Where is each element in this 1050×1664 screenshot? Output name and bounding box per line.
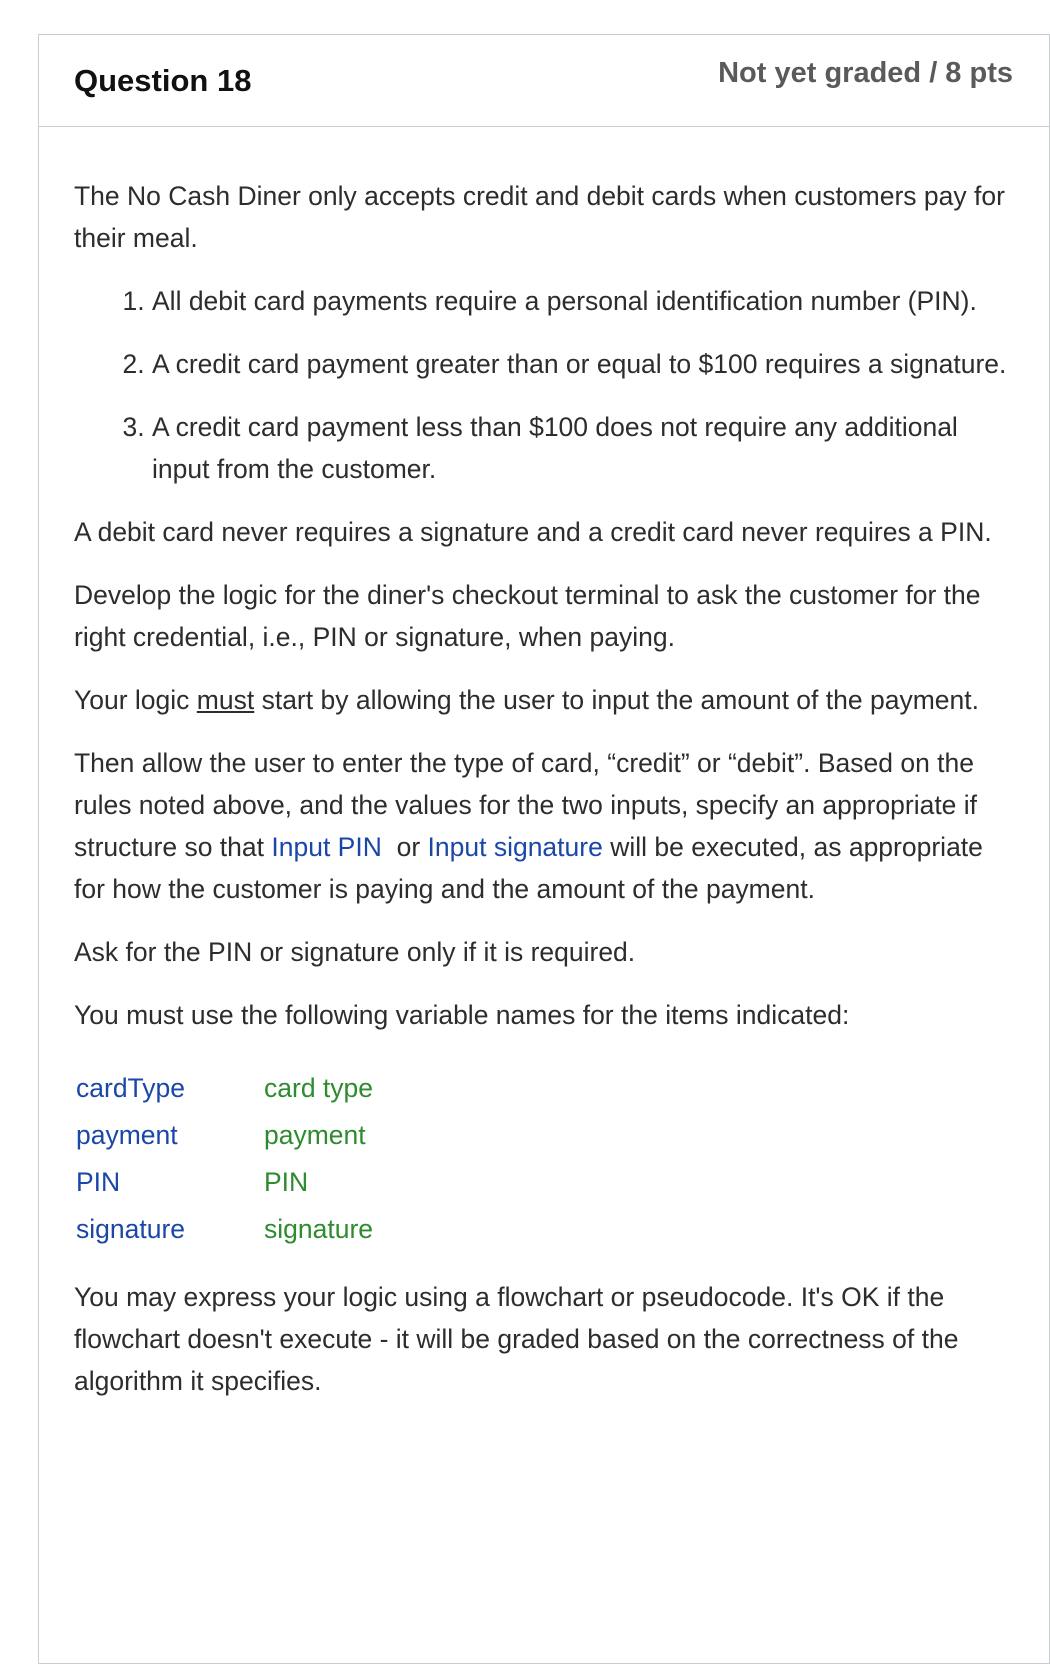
input-pin-reference: Input PIN [271, 832, 382, 862]
ask-paragraph: Ask for the PIN or signature only if it is required. [74, 937, 636, 967]
rule-item: 1. All debit card payments require a personal identification number (PIN). [152, 280, 1009, 322]
then-text-part1: Then allow the user to enter the type of card, “credit” or “debit”. Based on the rules noted above, and the values for the two inputs, specify an appropriate if structure so that [74, 748, 978, 862]
intro-paragraph: The No Cash Diner only accepts credit and debit cards when customers pay for their meal. [74, 181, 1005, 253]
logic-paragraph [74, 679, 1009, 721]
variable-name: cardType [76, 1072, 186, 1103]
rules-list [74, 280, 1009, 490]
question-points: Not yet graded / 8 pts [718, 57, 1013, 89]
varnames-paragraph: You must use the following variable names for the items indicated: [74, 1000, 850, 1030]
rule-item: 3. A credit card payment less than $100 does not require any additional input from the customer. [152, 406, 1009, 490]
logic-text-after: start by allowing the user to input the amount of the payment. [254, 685, 979, 715]
variable-item: PIN [264, 1166, 309, 1197]
variable-row [76, 1158, 373, 1205]
variable-item: card type [264, 1072, 374, 1103]
must-underlined: must [196, 685, 255, 715]
question-card [38, 34, 1050, 1664]
variable-item: payment [264, 1119, 366, 1150]
variable-name: signature [76, 1213, 186, 1244]
variables-table [76, 1064, 373, 1252]
develop-paragraph: Develop the logic for the diner's checkout terminal to ask the customer for the right credential, i.e., PIN or signature, when paying. [74, 580, 981, 652]
question-title: Question 18 [74, 63, 252, 98]
question-header [39, 35, 1049, 127]
then-text-part2: will be executed, as appropriate for how the customer is paying and the amount of the payment. [74, 832, 983, 904]
express-paragraph: You may express your logic using a flowchart or pseudocode. It's OK if the flowchart doesn't execute - it will be graded based on the correctness of the algorithm it specifies. [74, 1282, 959, 1396]
rule-item: 2. A credit card payment greater than or equal to $100 requires a signature. [152, 343, 1009, 385]
never-paragraph: A debit card never requires a signature and a credit card never requires a PIN. [74, 517, 992, 547]
then-text-or: or [381, 832, 428, 862]
variable-name: PIN [76, 1166, 121, 1197]
question-body [39, 127, 1049, 1402]
variable-row [76, 1205, 373, 1252]
then-paragraph [74, 742, 1009, 910]
variable-row [76, 1111, 373, 1158]
variable-item: signature [264, 1213, 374, 1244]
input-signature-reference: Input signature [427, 832, 603, 862]
variable-row [76, 1064, 373, 1111]
logic-text-before: Your logic [74, 685, 197, 715]
variable-name: payment [76, 1119, 178, 1150]
